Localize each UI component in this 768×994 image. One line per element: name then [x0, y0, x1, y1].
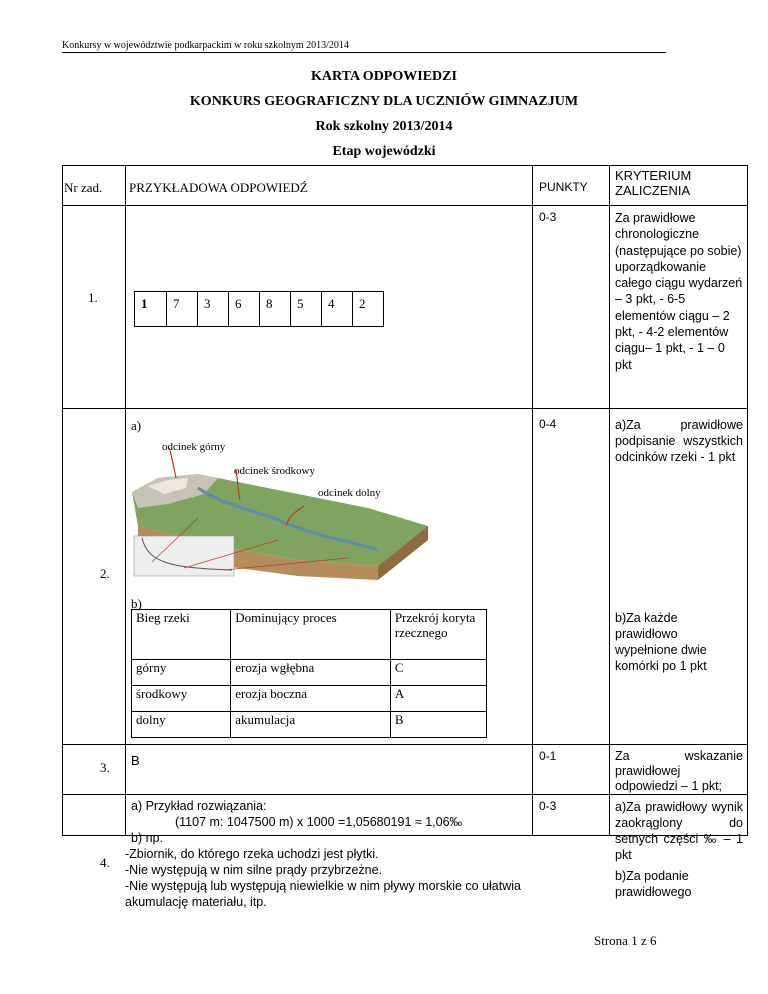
answer-line: -Zbiornik, do którego rzeka uchodzi jest płytki. [125, 847, 379, 861]
seq-cell: 2 [353, 292, 384, 327]
task4-criteria-b: b)Za podanie prawidłowego [615, 869, 692, 899]
label-lower-course: odcinek dolny [318, 487, 381, 499]
task3-number: 3. [100, 760, 110, 775]
task4-number: 4. [100, 855, 110, 870]
seq-cell: 1 [135, 292, 167, 327]
table-cell: górny [132, 660, 231, 686]
task2-b-label: b) [131, 596, 142, 611]
table-cell: dolny [132, 712, 231, 738]
answer-line: b) np. [131, 831, 163, 845]
page-header: Konkursy w województwie podkarpackim w roku szkolnym 2013/2014 [62, 40, 666, 53]
task1-criteria: Za prawidłowe chronologiczne (następujące po sobie) uporządkowanie całego ciągu wydarzeń – 3 pkt, - 6-5 elementów ciągu – 2 pkt, - 4-2 elementów ciągu– 1 pkt, - 1 – 0 pkt [615, 211, 743, 372]
task3-points: 0-1 [539, 749, 557, 763]
stage-title: Etap wojewódzki [332, 144, 436, 159]
task1-points: 0-3 [539, 210, 557, 224]
river-valley-diagram [128, 448, 438, 580]
table-cell: C [390, 660, 486, 686]
task2-number: 2. [100, 566, 110, 581]
page-number: Strona 1 z 6 [594, 933, 657, 948]
label-middle-course: odcinek środkowy [234, 465, 315, 477]
task2-points: 0-4 [539, 417, 557, 431]
seq-cell: 7 [167, 292, 198, 327]
seq-cell: 4 [322, 292, 353, 327]
answer-line: -Nie występują lub występują niewielkie w nim pływy morskie co ułatwia akumulację materiału, itp. [125, 879, 521, 909]
doc-title: KARTA ODPOWIEDZI [311, 69, 457, 84]
seq-cell: 8 [260, 292, 291, 327]
task2-criteria-a: a)Za prawidłowe podpisanie wszystkich odcinków rzeki - 1 pkt [615, 418, 743, 464]
task4-answer [125, 798, 529, 910]
competition-title: KONKURS GEOGRAFICZNY DLA UCZNIÓW GIMNAZJUM [189, 94, 579, 109]
table-header-process: Dominujący proces [231, 610, 391, 660]
label-upper-course: odcinek górny [162, 441, 226, 453]
table-cell: środkowy [132, 686, 231, 712]
task1-number: 1. [88, 290, 98, 305]
table-header-course: Bieg rzeki [132, 610, 231, 660]
table-cell: erozja wgłębna [231, 660, 391, 686]
task4-criteria-a: a)Za prawidłowy wynik zaokrąglony do setnych części ‰ – 1 pkt [615, 800, 743, 862]
table-cell: akumulacja [231, 712, 391, 738]
col-answer: PRZYKŁADOWA ODPOWIEDŹ [129, 180, 308, 195]
col-nr: Nr zad. [64, 180, 103, 195]
table-cell: A [390, 686, 486, 712]
task2-a-label: a) [131, 418, 142, 433]
river-process-table [131, 609, 487, 738]
seq-cell: 3 [198, 292, 229, 327]
task4-points: 0-3 [539, 799, 557, 813]
task3-criteria: Za wskazanie prawidłowej odpowiedzi – 1 pkt; [615, 749, 743, 793]
answer-line: -Nie występują w nim silne prądy przybrzeżne. [125, 863, 383, 877]
school-year: Rok szkolny 2013/2014 [315, 119, 453, 134]
table-cell: erozja boczna [231, 686, 391, 712]
col-criteria: KRYTERIUM ZALICZENIA [615, 168, 692, 198]
answer-line: a) Przykład rozwiązania: [131, 799, 267, 813]
sequence-table [134, 291, 384, 327]
seq-cell: 6 [229, 292, 260, 327]
col-points: PUNKTY [539, 180, 588, 194]
table-header-profile: Przekrój koryta rzecznego [390, 610, 486, 660]
task3-answer: B [131, 753, 140, 768]
seq-cell: 5 [291, 292, 322, 327]
task2-criteria-b: b)Za każde prawidłowo wypełnione dwie komórki po 1 pkt [615, 611, 707, 673]
table-cell: B [390, 712, 486, 738]
answer-line: (1107 m: 1047500 m) x 1000 =1,05680191 ≈ 1,06‰ [175, 815, 463, 829]
